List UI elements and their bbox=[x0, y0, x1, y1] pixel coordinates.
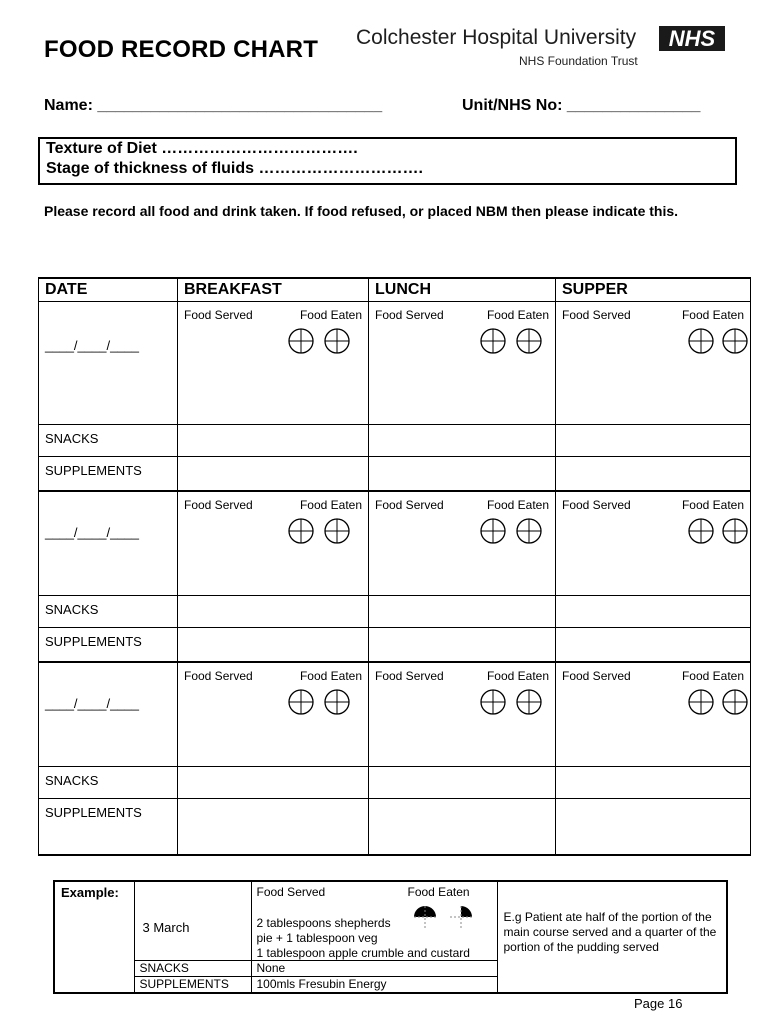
food-eaten-label: Food Eaten bbox=[486, 669, 549, 683]
lunch-cell[interactable] bbox=[369, 302, 556, 425]
food-eaten-label: Food Eaten bbox=[681, 498, 744, 512]
food-served-label: Food Served bbox=[184, 498, 253, 512]
food-eaten-label: Food Eaten bbox=[299, 308, 362, 322]
lunch-cell[interactable] bbox=[369, 662, 556, 767]
breakfast-cell[interactable] bbox=[178, 662, 369, 767]
portion-circle-icon[interactable] bbox=[288, 328, 314, 354]
supplements-row bbox=[39, 628, 751, 663]
snacks-supper-cell[interactable] bbox=[556, 596, 751, 628]
example-supplements-value: 100mls Fresubin Energy bbox=[251, 977, 497, 994]
example-label: Example: bbox=[54, 881, 134, 993]
supplements-row bbox=[39, 799, 751, 856]
food-eaten-label: Food Eaten bbox=[681, 669, 744, 683]
snacks-label: SNACKS bbox=[39, 425, 178, 457]
snacks-row bbox=[39, 596, 751, 628]
header-supper: SUPPER bbox=[556, 278, 751, 302]
unit-field[interactable]: Unit/NHS No: _______________ bbox=[462, 97, 701, 114]
supplements-supper-cell[interactable] bbox=[556, 457, 751, 492]
example-meal-cell bbox=[251, 881, 497, 961]
food-served-label: Food Served bbox=[375, 669, 444, 683]
example-explanation: E.g Patient ate half of the portion of the main course served and a quarter of the portion of the pudding served bbox=[497, 881, 727, 993]
nhs-logo: NHS bbox=[659, 26, 725, 51]
food-served-label: Food Served bbox=[375, 498, 444, 512]
half-eaten-icon bbox=[412, 904, 438, 933]
diet-box bbox=[38, 137, 737, 185]
portion-circle-icon[interactable] bbox=[324, 518, 350, 544]
snacks-breakfast-cell[interactable] bbox=[178, 767, 369, 799]
thickness-field[interactable]: Stage of thickness of fluids …………………………. bbox=[46, 160, 423, 177]
example-served-1: 2 tablespoons shepherds bbox=[256, 916, 391, 930]
supplements-lunch-cell[interactable] bbox=[369, 457, 556, 492]
org-trust: NHS Foundation Trust bbox=[519, 54, 638, 68]
quarter-eaten-icon bbox=[448, 904, 474, 933]
day-row bbox=[39, 491, 751, 596]
example-table bbox=[53, 880, 728, 994]
example-served-3: 1 tablespoon apple crumble and custard bbox=[256, 946, 470, 960]
snacks-breakfast-cell[interactable] bbox=[178, 425, 369, 457]
portion-circle-icon[interactable] bbox=[288, 518, 314, 544]
supplements-supper-cell[interactable] bbox=[556, 799, 751, 856]
food-eaten-label: Food Eaten bbox=[681, 308, 744, 322]
snacks-row bbox=[39, 425, 751, 457]
texture-field[interactable]: Texture of Diet ………………………………. bbox=[46, 140, 358, 157]
food-eaten-label: Food Eaten bbox=[486, 498, 549, 512]
portion-circle-icon[interactable] bbox=[480, 689, 506, 715]
supplements-label: SUPPLEMENTS bbox=[39, 799, 178, 856]
food-served-label: Food Served bbox=[184, 669, 253, 683]
date-placeholder: ____/____/____ bbox=[45, 696, 139, 711]
snacks-label: SNACKS bbox=[39, 596, 178, 628]
food-served-label: Food Served bbox=[375, 308, 444, 322]
portion-circle-icon[interactable] bbox=[722, 689, 748, 715]
snacks-breakfast-cell[interactable] bbox=[178, 596, 369, 628]
example-date-cell bbox=[134, 881, 251, 961]
portion-circle-icon[interactable] bbox=[688, 518, 714, 544]
food-served-label: Food Served bbox=[184, 308, 253, 322]
example-served-2: pie + 1 tablespoon veg bbox=[256, 931, 378, 945]
day-row bbox=[39, 302, 751, 425]
date-cell[interactable] bbox=[39, 302, 178, 425]
supplements-label: SUPPLEMENTS bbox=[39, 457, 178, 492]
instructions: Please record all food and drink taken. If food refused, or placed NBM then please indicate this. bbox=[44, 203, 679, 219]
header-lunch: LUNCH bbox=[369, 278, 556, 302]
day-row bbox=[39, 662, 751, 767]
snacks-lunch-cell[interactable] bbox=[369, 425, 556, 457]
supper-cell[interactable] bbox=[556, 302, 751, 425]
portion-circle-icon[interactable] bbox=[480, 328, 506, 354]
snacks-row bbox=[39, 767, 751, 799]
example-supplements-label: SUPPLEMENTS bbox=[134, 977, 251, 994]
date-cell[interactable] bbox=[39, 662, 178, 767]
table-header-row bbox=[39, 278, 751, 302]
snacks-supper-cell[interactable] bbox=[556, 767, 751, 799]
header-date: DATE bbox=[39, 278, 178, 302]
portion-circle-icon[interactable] bbox=[324, 689, 350, 715]
portion-circle-icon[interactable] bbox=[688, 328, 714, 354]
supper-cell[interactable] bbox=[556, 491, 751, 596]
lunch-cell[interactable] bbox=[369, 491, 556, 596]
supplements-breakfast-cell[interactable] bbox=[178, 457, 369, 492]
org-name: Colchester Hospital University bbox=[356, 26, 637, 49]
supplements-supper-cell[interactable] bbox=[556, 628, 751, 663]
date-placeholder: ____/____/____ bbox=[45, 338, 139, 353]
portion-circle-icon[interactable] bbox=[722, 328, 748, 354]
header-breakfast: BREAKFAST bbox=[178, 278, 369, 302]
supplements-lunch-cell[interactable] bbox=[369, 799, 556, 856]
snacks-label: SNACKS bbox=[39, 767, 178, 799]
snacks-supper-cell[interactable] bbox=[556, 425, 751, 457]
example-food-eaten-label: Food Eaten bbox=[407, 885, 470, 899]
breakfast-cell[interactable] bbox=[178, 302, 369, 425]
portion-circle-icon[interactable] bbox=[288, 689, 314, 715]
hospital-logo bbox=[356, 26, 728, 74]
supplements-lunch-cell[interactable] bbox=[369, 628, 556, 663]
portion-circle-icon[interactable] bbox=[516, 518, 542, 544]
supper-cell[interactable] bbox=[556, 662, 751, 767]
example-snacks-label: SNACKS bbox=[134, 961, 251, 977]
supplements-label: SUPPLEMENTS bbox=[39, 628, 178, 663]
portion-circle-icon[interactable] bbox=[324, 328, 350, 354]
date-placeholder: ____/____/____ bbox=[45, 525, 139, 540]
name-field[interactable]: Name: ________________________________ bbox=[44, 97, 383, 114]
portion-circle-icon[interactable] bbox=[516, 689, 542, 715]
supplements-breakfast-cell[interactable] bbox=[178, 628, 369, 663]
page-title: FOOD RECORD CHART bbox=[44, 36, 319, 63]
food-eaten-label: Food Eaten bbox=[486, 308, 549, 322]
food-eaten-label: Food Eaten bbox=[299, 498, 362, 512]
portion-circle-icon[interactable] bbox=[516, 328, 542, 354]
example-food-served-label: Food Served bbox=[256, 885, 326, 899]
date-cell[interactable] bbox=[39, 491, 178, 596]
supplements-breakfast-cell[interactable] bbox=[178, 799, 369, 856]
snacks-lunch-cell[interactable] bbox=[369, 767, 556, 799]
portion-circle-icon[interactable] bbox=[480, 518, 506, 544]
example-snacks-value: None bbox=[251, 961, 497, 977]
breakfast-cell[interactable] bbox=[178, 491, 369, 596]
snacks-lunch-cell[interactable] bbox=[369, 596, 556, 628]
page-number: Page 16 bbox=[634, 996, 683, 1011]
food-eaten-label: Food Eaten bbox=[299, 669, 362, 683]
food-served-label: Food Served bbox=[562, 498, 631, 512]
example-date: 3 March bbox=[142, 920, 190, 935]
food-record-table bbox=[38, 277, 751, 856]
food-served-label: Food Served bbox=[562, 308, 631, 322]
supplements-row bbox=[39, 457, 751, 492]
portion-circle-icon[interactable] bbox=[722, 518, 748, 544]
food-served-label: Food Served bbox=[562, 669, 631, 683]
portion-circle-icon[interactable] bbox=[688, 689, 714, 715]
